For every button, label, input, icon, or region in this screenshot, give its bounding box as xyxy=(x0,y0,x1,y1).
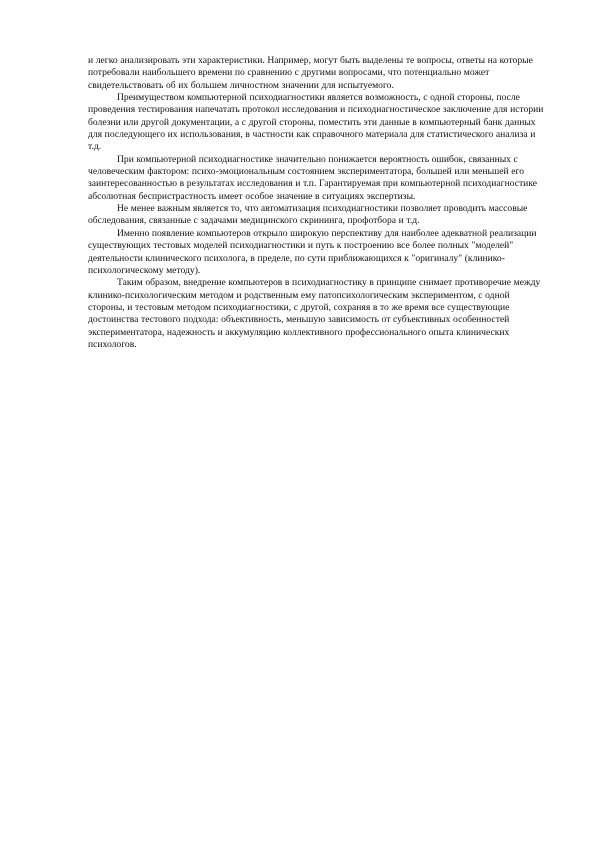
paragraph-conclusion: Таким образом, внедрение компьютеров в психодиагностику в принципе снимает противоречие между клинико-психологическим методом и родственным ему патопсихологическим экспериментом, с одной стороны, и тестовым методом психодиагностики, с другой, сохраняя в то же время все существующие достоинства тестового подхода: объективность, меньшую зависимость от субъективных особенностей экспериментатора, надежность и аккумуляцию коллективного профессионального опыта клинических психологов. xyxy=(88,277,541,350)
paragraph-advantages: Преимуществом компьютерной психодиагностики является возможность, с одной стороны, после проведения тестирования напечатать протокол исследования и психодиагностическое заключение для истории болезни или другой документации, а с другой стороны, поместить эти данные в компьютерный банк данных для последующего их использования, в частности как справочного материала для статистического анализа и т.д. xyxy=(88,92,544,153)
paragraph-error-reduction: При компьютерной психодиагностике значительно понижается вероятность ошибок, связанных с человеческим фактором: психо-эмоциональным состоянием экспериментатора, большей или меньшей его заинтересованностью в результатах исследования и т.п. Гарантируемая при компьютерной психодиагностике абсолютная беспристрастность имеет особое значение в ситуациях экспертизы. xyxy=(88,153,537,202)
paragraph-mass-screening: Не менее важным является то, что автоматизация психодиагностики позволяет проводить массовые обследования, связанные с задачами медицинского скрининга, профотбора и т.д. xyxy=(88,203,528,227)
paragraph-continuation: и легко анализировать эти характеристики. Например, могут быть выделены те вопросы, ответы на которые потребовали наибольшего времени по сравнению с другими вопросами, что потенциально может свидетельствовать об их большем личностном значении для испытуемого. xyxy=(88,55,533,91)
paragraph-perspective: Именно появление компьютеров открыло широкую перспективу для наиболее адекватной реализации существующих тестовых моделей психодиагностики и путь к построению все более полных "моделей" деятельности клинического психолога, в пределе, по сути приближающихся к "оригиналу" (клинико-психологическому методу). xyxy=(88,227,537,276)
